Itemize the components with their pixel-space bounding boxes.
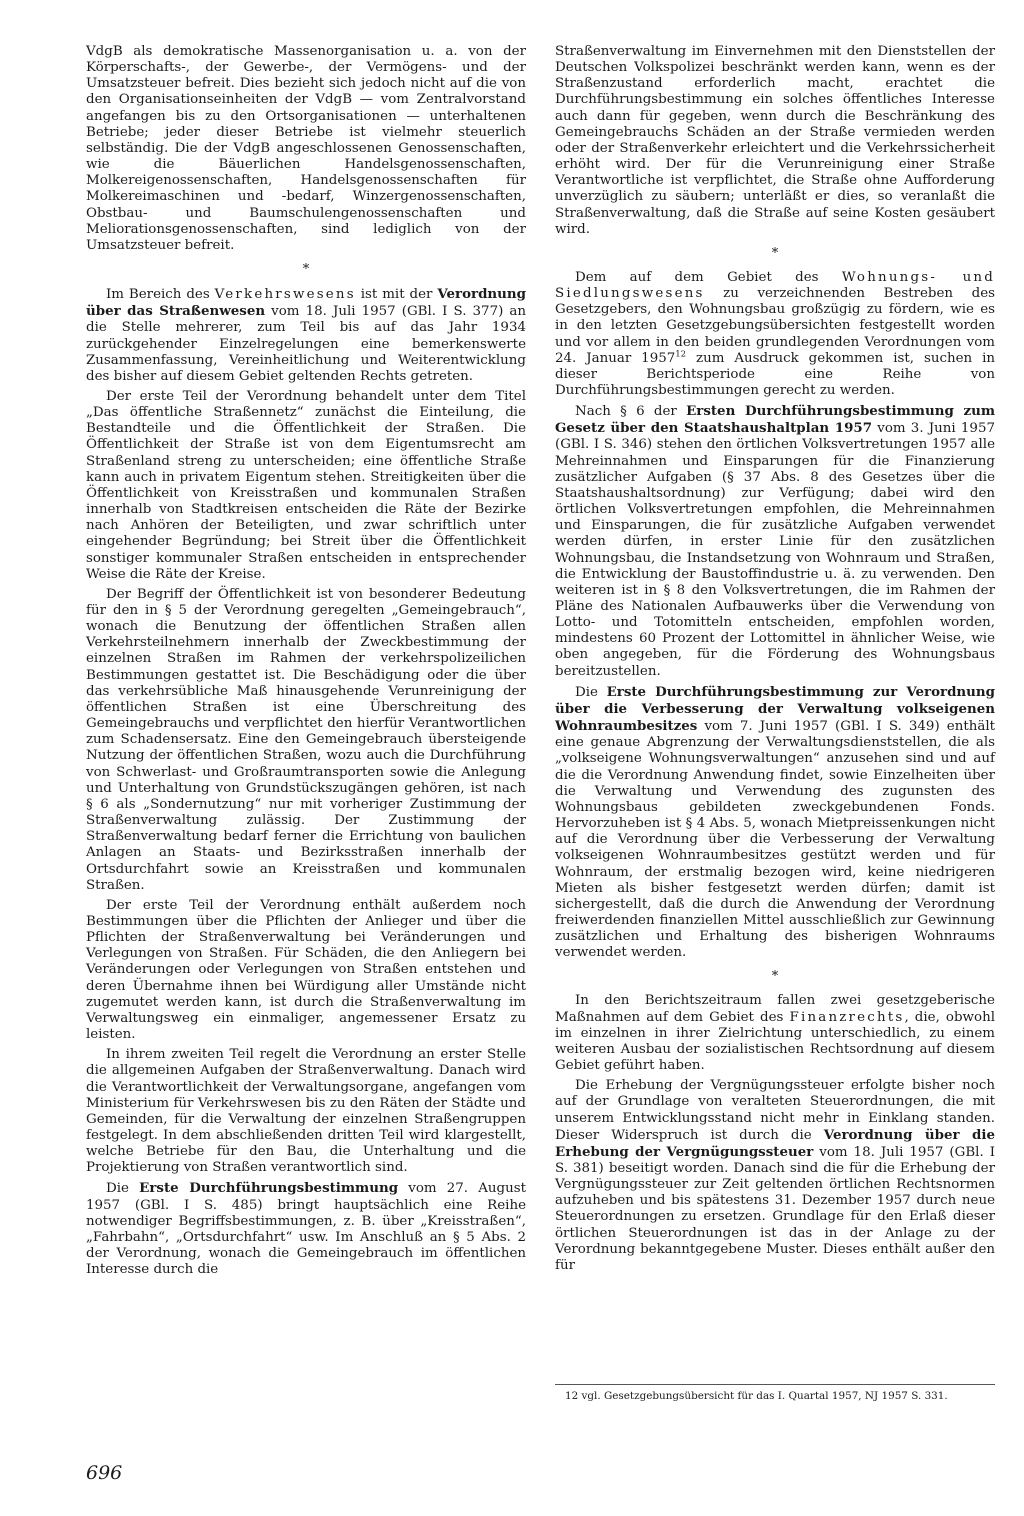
spaced-term: Finanzrechts bbox=[789, 1009, 905, 1025]
footnote-number: 12 bbox=[565, 1390, 579, 1402]
paragraph: Der erste Teil der Verordnung behandelt unter dem Titel „Das öffentliche Straßennetz“ zunächst die Einteilung, die Bestandteile und die Öffentlichkeit der Straßen. Die Öffentlichkeit der Straße ist von dem Eigentumsrecht am Straßenland streng zu unterscheiden; eine öffentliche Straße kann auch in privatem Eigentum stehen. Streitigkeiten über die Öffentlichkeit von Kreisstraßen und kommunalen Straßen innerhalb von Stadtkreisen entscheiden die Räte der Bezirke nach Anhören der Beteiligten, und zwar schriftlich unter eingehender Begründung; bei Streit über die Öffentlichkeit sonstiger kommunaler Straßen entscheiden in entsprechender Weise die Räte der Kreise. bbox=[86, 388, 526, 582]
paragraph: Die Erhebung der Vergnügungssteuer erfolgte bisher noch auf der Grundlage von veralteten Steuerordnungen, die mit unserem Entwicklungsstand nicht mehr in Einklang standen. Dieser Widerspruch ist durch die Verordnung über die Erhebung der Vergnügungssteuer vom 18. Juli 1957 (GBl. I S. 381) beseitigt worden. Danach sind die für die Erhebung der Vergnügungssteuer zur Zeit geltenden örtlichen Rechtsnormen aufzuheben und bis spätestens 31. Dezember 1957 durch neue Steuerordnungen zu ersetzen. Grundlage für den Erlaß dieser örtlichen Steuerordnungen ist das in der Anlage zu der Verordnung bekanntgegebene Muster. Dieses enthält außer den für bbox=[555, 1078, 996, 1273]
paragraph: Der erste Teil der Verordnung enthält außerdem noch Bestimmungen über die Pflichten der Anlieger und über die Pflichten der Straßenverwaltung bei Veränderungen und Verlegungen von Straßen. Für Schäden, die den Anliegern bei Veränderungen oder Verlegungen von Straßen entstehen und deren Übernahme ihnen bei Würdigung aller Umstände nicht zugemutet werden kann, ist durch die Straßenverwaltung im Verwaltungsweg ein einmaliger, angemessener Ersatz zu leisten. bbox=[86, 897, 526, 1043]
section-separator: * bbox=[771, 969, 779, 985]
paragraph: Die Erste Durchführungsbestimmung zur Verordnung über die Verbesserung der Verwaltung volkseigenen Wohnraumbesitzes vom 7. Juni 1957 (GBl. I S. 349) enthält eine genaue Abgrenzung der Verwaltungsdienststellen, die als „volkseigene Wohnungsverwaltungen“ anzusehen sind und auf die die Verordnung Anwendung findet, sowie Einzelheiten über die Verwaltung und Verwendung des zugunsten des Wohnungsbaus gebildeten zweckgebundenen Fonds. Hervorzuheben ist § 4 Abs. 5, wonach Mietpreissenkungen nicht auf die Verordnung über die Verbesserung der Verwaltung volkseigenen Wohnraumbesitzes gestützt werden und für Wohnraum, der erstmalig bezogen wird, keine niedrigeren Mieten als bisher festgesetzt werden dürfen; damit ist sichergestellt, daß die durch die Anwendung der Verordnung freiwerdenden finanziellen Mittel ausschließlich zur Gewinnung zusätzlichen und Erhaltung des bisherigen Wohnraums verwendet werden. bbox=[555, 683, 995, 961]
footnote: 12 vgl. Gesetzgebungsübersicht für das I. Quartal 1957, NJ 1957 S. 331. bbox=[565, 1390, 948, 1402]
paragraph: Im Bereich des Verkehrswesens ist mit der Verordnung über das Straßenwesen vom 18. Juli 1957 (GBl. I S. 377) an die Stelle mehrerer, zum Teil bis auf das Jahr 1934 zurückgehender Einzelregelungen eine bemerkenswerte Zusammenfassung, Vereinheitlichung und Weiterentwicklung des bisher auf diesem Gebiet geltenden Rechts getreten. bbox=[86, 286, 527, 384]
section-separator: * bbox=[771, 245, 779, 261]
right-column bbox=[555, 44, 995, 1274]
paragraph: In den Berichtszeitraum fallen zwei gesetzgeberische Maßnahmen auf dem Gebiet des Finanzrechts, die, obwohl im einzelnen in ihrer Zielrichtung unterschiedlich, zu einem weiteren Ausbau der sozialistischen Rechtsordnung auf diesem Gebiet geführt haben. bbox=[555, 993, 995, 1074]
bold-title: Verordnung über die Erhebung der Vergnügungssteuer bbox=[555, 1126, 996, 1160]
page-number: 696 bbox=[86, 1462, 123, 1484]
spaced-term: Wohnungs- und Siedlungswesens bbox=[555, 269, 995, 302]
bold-title: Verordnung über das Straßenwesen bbox=[86, 286, 526, 320]
left-column bbox=[86, 44, 526, 1278]
section-separator: * bbox=[302, 262, 310, 278]
paragraph: Die Erste Durchführungsbestimmung vom 27. August 1957 (GBl. I S. 485) bringt hauptsächlich eine Reihe notwendiger Begriffsbestimmungen, z. B. über „Kreisstraßen“, „Fahrbahn“, „Ortsdurchfahrt“ usw. Im Anschluß an § 5 Abs. 2 der Verordnung, wonach die Gemeingebrauch im öffentlichen Interesse durch die bbox=[86, 1180, 526, 1278]
footnote-reference: 12 bbox=[675, 349, 687, 360]
paragraph: VdgB als demokratische Massenorganisation u. a. von der Körperschafts-, der Gewerbe-, der Vermögens- und der Umsatzsteuer befreit. Dies bezieht sich jedoch nicht auf die von den Organisationseinheiten der VdgB — vom Zentralvorstand angefangen bis zu den Ortsorganisationen — unterhaltenen Betriebe; jeder dieser Betriebe ist vielmehr steuerlich selbständig. Die der VdgB angeschlossenen Genossenschaften, wie die Bäuerlichen Handelsgenossenschaften, Molkereigenossenschaften, Handelsgenossenschaften für Molkereimaschinen und -bedarf, Winzergenossenschaften, Obstbau- und Baumschulengenossenschaften und Meliorationsgenossenschaften, sind lediglich von der Umsatzsteuer befreit. bbox=[86, 44, 526, 253]
paragraph: Der Begriff der Öffentlichkeit ist von besonderer Bedeutung für den in § 5 der Verordnung geregelten „Gemeingebrauch“, wonach die Benutzung der öffentlichen Straßen allen Verkehrsteilnehmern innerhalb der Zweckbestimmung der einzelnen Straßen im Rahmen der verkehrspolizeilichen Bestimmungen gestattet ist. Die Beschädigung oder die über das verkehrsübliche Maß hinausgehende Verunreinigung der öffentlichen Straßen ist eine Überschreitung des Gemeingebrauchs und verpflichtet den hierfür Verantwortlichen zum Schadensersatz. Eine den Gemeingebrauch übersteigende Nutzung der öffentlichen Straßen, wozu auch die Durchführung von Schwerlast- und Großraumtransporten sowie die Anlegung und Unterhaltung von Grundstückszugängen gehören, ist nach § 6 als „Sondernutzung“ nur mit vorheriger Zustimmung der Straßenverwaltung zulässig. Der Zustimmung der Straßenverwaltung bedarf ferner die Errichtung von baulichen Anlagen an Staats- und Bezirksstraßen innerhalb der Ortsdurchfahrt sowie an Kreisstraßen und kommunalen Straßen. bbox=[86, 586, 526, 893]
bold-title: Erste Durchführungsbestimmung bbox=[139, 1180, 399, 1197]
paragraph: Nach § 6 der Ersten Durchführungsbestimmung zum Gesetz über den Staatshaushaltplan 1957 vom 3. Juni 1957 (GBl. I S. 346) stehen den örtlichen Volksvertretungen 1957 alle Mehreinnahmen und Einsparungen für die Finanzierung zusätzlicher Aufgaben (§ 37 Abs. 8 des Gesetzes über die Staatshaushaltsordnung) zur Verfügung; dabei wird den örtlichen Volksvertretungen empfohlen, die Mehreinnahmen und Einsparungen, die für zusätzliche Aufgaben verwendet werden dürfen, in erster Linie für den zusätzlichen Wohnungsbau, die Instandsetzung von Wohnraum und Straßen, die Entwicklung der Baustoffindustrie u. ä. zu verwenden. Den weiteren ist in § 8 den Volksvertretungen, die im Rahmen der Pläne des Nationalen Aufbauwerks über die Verwendung von Lotto- und Totomitteln entscheiden, empfohlen worden, mindestens 60 Prozent der Lottomittel in ähnlicher Weise, wie oben angegeben, für die Förderung des Wohnungsbaus bereitzustellen. bbox=[555, 403, 995, 679]
paragraph: In ihrem zweiten Teil regelt die Verordnung an erster Stelle die allgemeinen Aufgaben der Straßenverwaltung. Danach wird die Verantwortlichkeit der Verwaltungsorgane, angefangen vom Ministerium für Verkehrswesen bis zu den Räten der Städte und Gemeinden, für die Verwaltung der einzelnen Straßengruppen festgelegt. In dem abschließenden dritten Teil wird klargestellt, welche Betriebe für den Bau, die Unterhaltung und die Projektierung von Straßen verantwortlich sind. bbox=[86, 1047, 526, 1176]
paragraph: Straßenverwaltung im Einvernehmen mit den Dienststellen der Deutschen Volkspolizei beschränkt werden kann, wenn es der Straßenzustand erforderlich macht, erachtet die Durchführungsbestimmung ein solches öffentliches Interesse auch dann für gegeben, wenn durch die Beschränkung des Gemeingebrauchs Schäden an der Straße vermieden werden oder der Straßenverkehr erleichtert und die Verkehrssicherheit erhöht wird. Der für die Verunreinigung einer Straße Verantwortliche ist verpflichtet, die Straße ohne Aufforderung unverzüglich zu säubern; unterläßt er dies, so veranlaßt die Straßenverwaltung, daß die Straße auf seine Kosten gesäubert wird. bbox=[555, 44, 995, 237]
bold-title: Erste Durchführungsbestimmung zur Verordnung über die Verbesserung der Verwaltung volkseigenen Wohnraumbesitzes bbox=[555, 683, 995, 735]
paragraph: Dem auf dem Gebiet des Wohnungs- und Siedlungswesens zu verzeichnenden Bestreben des Gesetzgebers, den Wohnungsbau großzügig zu fördern, wie es in den letzten Gesetzgebungsübersichten festgestellt worden und vor allem in den beiden grundlegenden Verordnungen vom 24. Januar 1957$^{12}$ zum Ausdruck gekommen ist, suchen in dieser Berichtsperiode eine Reihe von Durchführungsbestimmungen gerecht zu werden. bbox=[555, 269, 995, 398]
bold-title: Ersten Durchführungsbestimmung zum Gesetz über den Staatshaushaltplan 1957 bbox=[555, 403, 995, 437]
footnote-area bbox=[555, 1384, 995, 1403]
spaced-term: Verkehrswesens bbox=[214, 287, 356, 303]
